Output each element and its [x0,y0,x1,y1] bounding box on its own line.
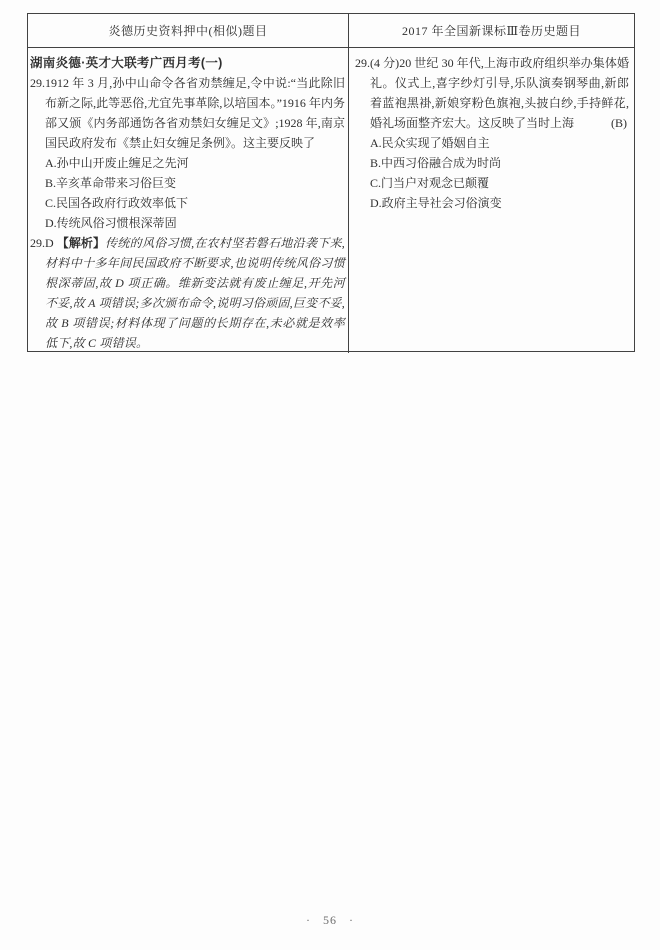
analysis-tag: 【解析】 [56,236,106,250]
comparison-table [27,13,635,352]
option-b: B.中西习俗融合成为时尚 [370,156,502,170]
question-number: 29. [30,76,45,90]
question-stem: 1912 年 3 月,孙中山命令各省劝禁缠足,令中说:“当此除旧布新之际,此等恶俗,尤宜先事革除,以培国本。”1916 年内务部又颁《内务部通饬各省劝禁妇女缠足文》;1928 年,南京国民政府发布《禁止妇女缠足条例》。这主要反映了 [45,76,345,150]
left-column-cell [28,48,349,353]
analysis-body: 传统的风俗习惯,在农村坚若磐石地沿袭下来,材料中十多年间民国政府不断要求,也说明传统风俗习惯根深蒂固,故 D 项正确。维新变法就有废止缠足,开先河不妥,故 A 项错误;多次颁布命令,说明习俗顽固,巨变不妥,故 B 项错误;材料体现了问题的长期存在,未必就是效率低下,故 C 项错误。 [45,236,345,350]
option-d: D.传统风俗习惯根深蒂固 [45,216,177,230]
right-column-cell [349,48,634,353]
question-number: 29. [355,56,370,70]
exam-source-title: 湖南炎德·英才大联考广西月考(一) [30,56,223,70]
question-left [30,73,345,153]
option-b: B.辛亥革命带来习俗巨变 [45,176,177,190]
option-c: C.民国各政府行政效率低下 [45,196,189,210]
option-a: A.民众实现了婚姻自主 [370,136,490,150]
option-c: C.门当户对观念已颠覆 [370,176,490,190]
header-left-column: 炎德历史资料押中(相似)题目 [28,14,349,48]
question-score: (4 分) [370,56,400,70]
question-stem: 20 世纪 30 年代,上海市政府组织举办集体婚礼。仪式上,喜字纱灯引导,乐队演奏钢琴曲,新郎着蓝袍黑褂,新娘穿粉色旗袍,头披白纱,手持鲜花,婚礼场面整齐宏大。这反映了当时上海 [370,56,629,130]
option-a: A.孙中山开废止缠足之先河 [45,156,189,170]
option-d: D.政府主导社会习俗演变 [370,196,502,210]
header-right-column: 2017 年全国新课标Ⅲ卷历史题目 [349,14,634,48]
analysis-number: 29.D [30,236,54,250]
page-number: · 56 · [306,913,354,927]
question-right [355,53,629,133]
answer-analysis [30,233,345,353]
answer-mark: (B) [611,116,627,130]
